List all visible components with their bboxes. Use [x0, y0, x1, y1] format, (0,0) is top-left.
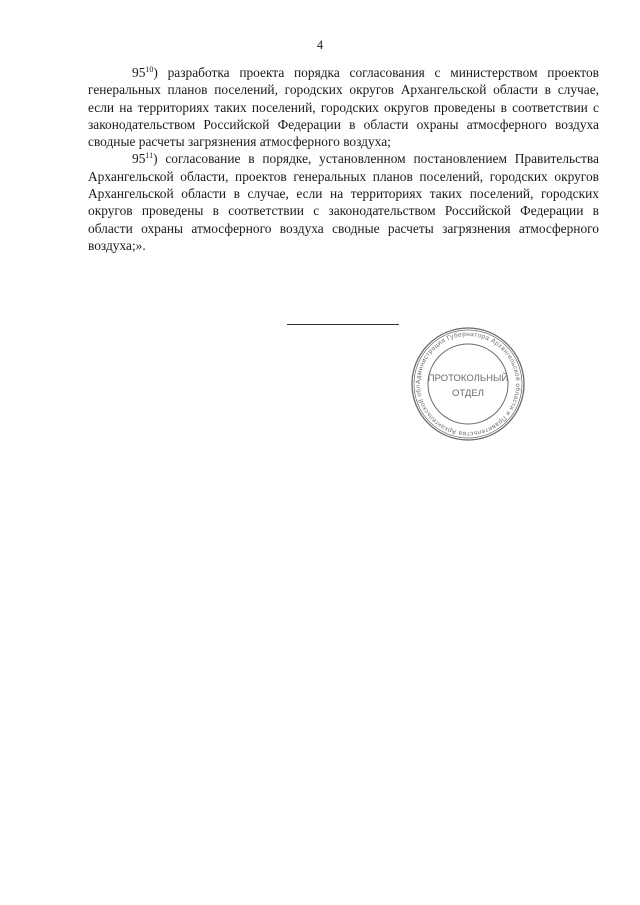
item-number: 95 [132, 65, 146, 80]
item-superscript: 10 [145, 65, 154, 74]
svg-text:Администрация Губернатора Арха: Администрация Губернатора Архангельской области и Правительства Архангельской обл [414, 330, 522, 438]
paragraph-text: ) разработка проекта порядка согласования с министерством проектов генеральных планов поселений, городских округов Архангельской области в случае, если на территориях таких поселений, городских округов проведены в соответствии с законодательством Российской Федерации в области охраны атмосферного воздуха сводные расчеты загрязнения атмосферного воздуха; [88, 65, 599, 150]
official-seal-stamp [406, 326, 530, 442]
paragraph-95-11 [88, 150, 599, 254]
document-body [88, 64, 599, 254]
paragraph-95-10 [88, 64, 599, 150]
item-superscript: 11 [145, 151, 154, 161]
page-number: 4 [316, 38, 324, 52]
paragraph-text: ) согласование в порядке, установленном постановлением Правительства Архангельской области, проектов генеральных планов поселений, городских округов Архангельской области в случае, если на территориях таких поселений, городских округов проведены в соответствии с законодательством Российской Федерации в области охраны атмосферного воздуха сводные расчеты загрязнения атмосферного воздуха;». [88, 151, 599, 253]
signature-line [287, 324, 399, 325]
seal-inner-line1: ПРОТОКОЛЬНЫЙ [427, 373, 509, 384]
seal-inner-line2: ОТДЕЛ [452, 388, 484, 399]
item-number: 95 [132, 151, 146, 167]
